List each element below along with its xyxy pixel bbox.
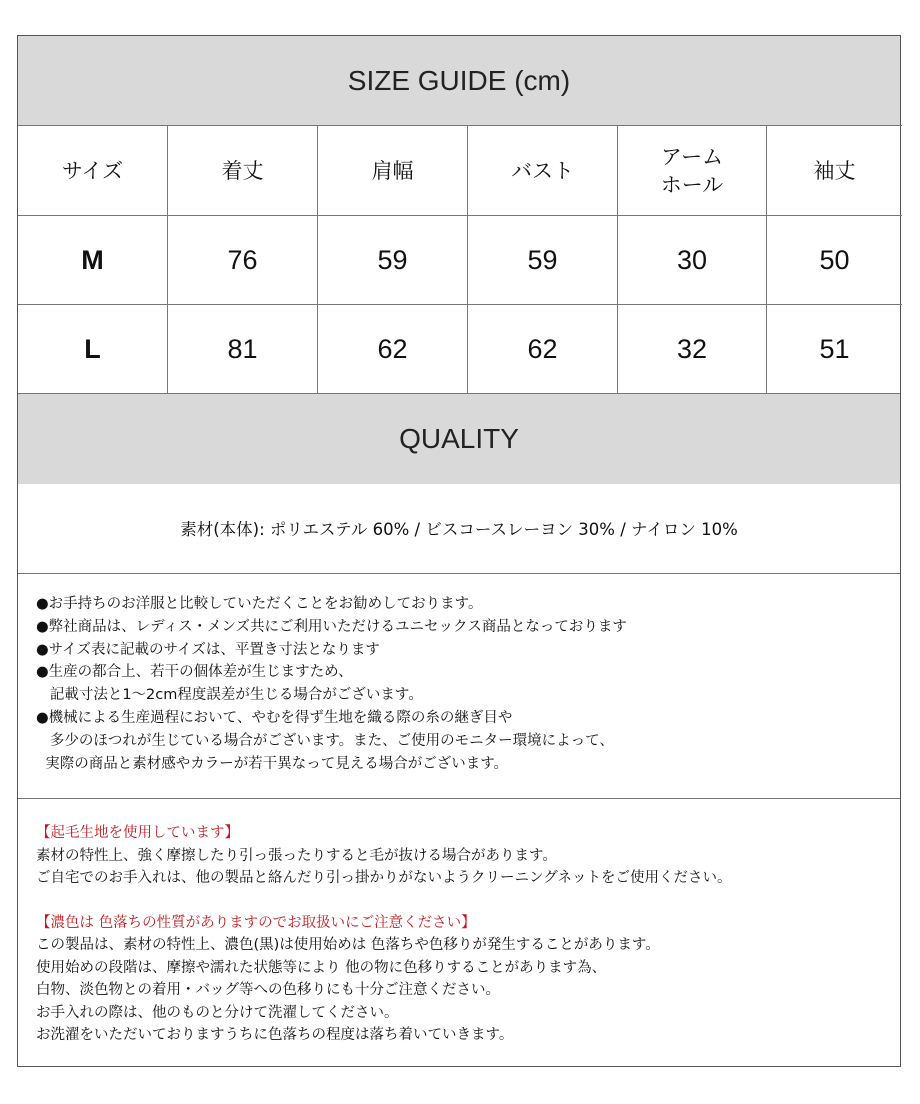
table-row [18,304,900,393]
list-item: この製品は、素材の特性上、濃色(黒)は使用始めは 色落ちや色移りが発生することがあります。 [36,937,660,953]
table-cell: 59 [317,215,467,304]
list-item: ご自宅でのお手入れは、他の製品と絡んだり引っ掛かりがないようクリーニングネットをご使用ください。 [36,870,732,886]
list-item: 実際の商品と素材感やカラーが若干異なって見える場合がございます。 [36,755,509,772]
table-cell: 62 [467,304,617,393]
list-item: お手入れの際は、他のものと分けて洗濯してください。 [36,1004,399,1021]
material-composition: 素材(本体): ポリエステル 60% / ビスコースレーヨン 30% / ナイロン 10% [180,520,738,539]
row-size-label: L [18,304,167,393]
list-item: ●お手持ちのお洋服と比較していただくことをお勧めしております。 [36,596,483,612]
table-cell: 30 [617,215,766,304]
column-header-size: サイズ [18,125,167,215]
list-item: 白物、淡色物との着用・バッグ等への色移りにも十分ご注意ください。 [36,982,500,998]
table-cell: 50 [766,215,902,304]
row-size-label: M [18,215,167,304]
care-instructions [36,822,876,1047]
list-item: 素材の特性上、強く摩擦したり引っ張ったりすると毛が抜ける場合があります。 [36,847,557,864]
divider [18,573,900,574]
table-cell: 32 [617,304,766,393]
size-guide-title: SIZE GUIDE (cm) [18,36,900,125]
table-cell: 62 [317,304,467,393]
notes-list [36,593,876,775]
divider [18,798,900,799]
list-item: 使用始めの段階は、摩擦や濡れた状態等により 他の物に色移りすることがあります為、 [36,959,607,976]
size-table-header [18,125,900,215]
column-header-armhole: アーム ホール [617,125,766,215]
quality-title: QUALITY [18,393,900,484]
column-header-shoulder: 肩幅 [317,125,467,215]
list-item: お洗濯をいただいておりますうちに色落ちの程度は落ち着いていきます。 [36,1027,514,1043]
table-cell: 81 [167,304,317,393]
list-item: ●サイズ表に記載のサイズは、平置き寸法となります [36,641,380,658]
size-guide-sheet [17,35,901,1067]
care-heading-dark-colors: 【濃色は 色落ちの性質がありますのでお取扱いにご注意ください】 [36,914,476,931]
list-item: ●機械による生産過程において、やむを得ず生地を織る際の糸の継ぎ目や [36,709,513,726]
table-cell: 76 [167,215,317,304]
table-row [18,215,900,304]
column-header-bust: バスト [467,125,617,215]
column-header-sleeve: 袖丈 [766,125,902,215]
table-cell: 59 [467,215,617,304]
care-heading-brushed-fabric: 【起毛生地を使用しています】 [36,825,239,841]
table-cell: 51 [766,304,902,393]
list-item: 記載寸法と1～2cm程度誤差が生じる場合がございます。 [36,687,423,704]
list-item: ●弊社商品は、レディス・メンズ共にご利用いただけるユニセックス商品となっております [36,618,627,635]
list-item: 多少のほつれが生じている場合がございます。また、ご使用のモニター環境によって、 [36,732,614,749]
column-header-length: 着丈 [167,125,317,215]
list-item: ●生産の都合上、若干の個体差が生じますため、 [36,664,353,681]
